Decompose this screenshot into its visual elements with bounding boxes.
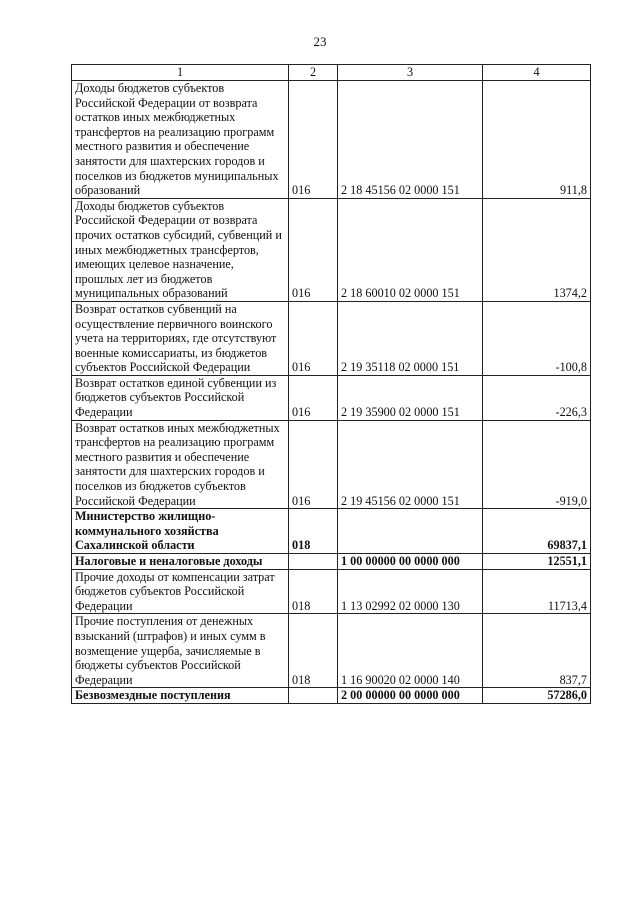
row-name: Прочие доходы от компенсации затрат бюджетов субъектов Российской Федерации	[72, 569, 289, 614]
row-amount: 69837,1	[483, 509, 591, 554]
page-number: 23	[313, 34, 327, 49]
row-classification-code: 2 19 35118 02 0000 151	[338, 301, 483, 375]
row-code: 018	[289, 569, 338, 614]
row-amount: 11713,4	[483, 569, 591, 614]
row-code: 016	[289, 301, 338, 375]
table-row-section	[72, 688, 591, 704]
row-classification-code: 1 16 90020 02 0000 140	[338, 614, 483, 688]
row-name: Министерство жилищно-коммунального хозяйства Сахалинской области	[72, 509, 289, 554]
row-classification-code: 2 19 35900 02 0000 151	[338, 375, 483, 420]
row-code: 018	[289, 509, 338, 554]
row-code: 016	[289, 375, 338, 420]
table-row	[72, 375, 591, 420]
row-amount: 837,7	[483, 614, 591, 688]
row-code: 018	[289, 614, 338, 688]
row-amount: 12551,1	[483, 554, 591, 570]
row-name: Возврат остатков единой субвенции из бюджетов субъектов Российской Федерации	[72, 375, 289, 420]
row-amount: 57286,0	[483, 688, 591, 704]
table-header-row	[72, 65, 591, 81]
table-row	[72, 301, 591, 375]
row-name: Возврат остатков иных межбюджетных трансфертов на реализацию программ местного развития и обеспечение занятости для шахтерских городов и поселков из бюджетов субъектов Российской Федерации	[72, 420, 289, 509]
row-classification-code: 2 18 45156 02 0000 151	[338, 81, 483, 199]
table-row-section	[72, 509, 591, 554]
row-name: Налоговые и неналоговые доходы	[72, 554, 289, 570]
table-row	[72, 420, 591, 509]
row-classification-code: 1 00 00000 00 0000 000	[338, 554, 483, 570]
row-classification-code: 2 19 45156 02 0000 151	[338, 420, 483, 509]
row-classification-code: 2 18 60010 02 0000 151	[338, 198, 483, 301]
table-row	[72, 198, 591, 301]
column-header-class: 3	[338, 65, 483, 81]
table-row	[72, 569, 591, 614]
column-header-code: 2	[289, 65, 338, 81]
table-row-section	[72, 554, 591, 570]
table-row	[72, 81, 591, 199]
row-name: Доходы бюджетов субъектов Российской Федерации от возврата прочих остатков субсидий, субвенций и иных межбюджетных трансфертов, имеющих целевое назначение, прошлых лет из бюджетов муниципальных образований	[72, 198, 289, 301]
row-classification-code: 2 00 00000 00 0000 000	[338, 688, 483, 704]
row-code	[289, 688, 338, 704]
row-name: Возврат остатков субвенций на осуществление первичного воинского учета на территориях, где отсутствуют военные комиссариаты, из бюджетов субъектов Российской Федерации	[72, 301, 289, 375]
row-amount: -226,3	[483, 375, 591, 420]
row-classification-code: 1 13 02992 02 0000 130	[338, 569, 483, 614]
row-amount: -919,0	[483, 420, 591, 509]
row-amount: -100,8	[483, 301, 591, 375]
row-code: 016	[289, 81, 338, 199]
column-header-name: 1	[72, 65, 289, 81]
row-amount: 911,8	[483, 81, 591, 199]
row-amount: 1374,2	[483, 198, 591, 301]
table-row	[72, 614, 591, 688]
row-code: 016	[289, 420, 338, 509]
row-name: Доходы бюджетов субъектов Российской Федерации от возврата остатков иных межбюджетных трансфертов на реализацию программ местного развития и обеспечение занятости для шахтерских городов и поселков из бюджетов муниципальных образований	[72, 81, 289, 199]
row-name: Прочие поступления от денежных взысканий (штрафов) и иных сумм в возмещение ущерба, зачисляемые в бюджеты субъектов Российской Федерации	[72, 614, 289, 688]
row-name: Безвозмездные поступления	[72, 688, 289, 704]
column-header-amount: 4	[483, 65, 591, 81]
row-code	[289, 554, 338, 570]
row-classification-code	[338, 509, 483, 554]
budget-table	[71, 64, 591, 704]
row-code: 016	[289, 198, 338, 301]
